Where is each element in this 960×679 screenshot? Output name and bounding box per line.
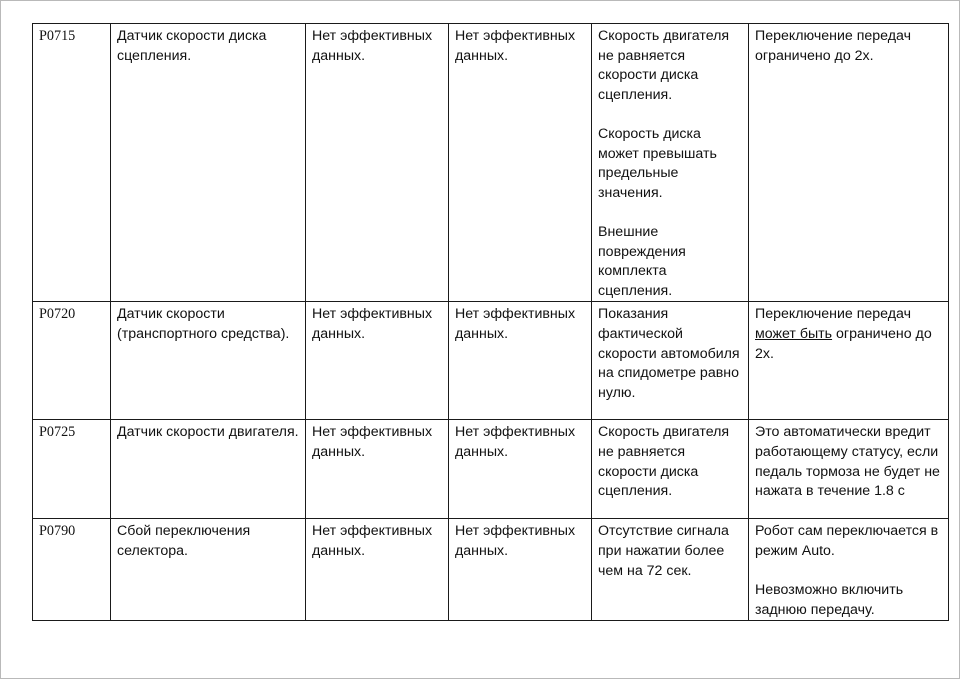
- effect-text: Переключение передач ограничено до 2х.: [755, 28, 912, 64]
- effect-text: Это автоматически вредит работающему статусу, если педаль тормоза не будет не нажата в течение 1.8 с: [755, 424, 940, 500]
- condition-paragraph: Отсутствие сигнала при нажатии более чем на 72 сек.: [598, 523, 729, 579]
- effect-cell: [749, 302, 949, 420]
- data-cell: Нет эффективных данных.: [306, 519, 449, 621]
- condition-cell: [592, 302, 749, 420]
- effect-text-tail: ограничено до 2х.: [755, 325, 932, 362]
- condition-paragraph: Внешние повреждения комплекта сцепления.: [598, 223, 686, 299]
- data-cell: Нет эффективных данных.: [449, 519, 592, 621]
- data-cell: Нет эффективных данных.: [449, 420, 592, 519]
- fault-code: P0715: [33, 24, 111, 302]
- condition-cell: [592, 24, 749, 302]
- effect-cell: [749, 24, 949, 302]
- fault-code: P0720: [33, 302, 111, 420]
- effect-cell: [749, 420, 949, 519]
- condition-cell: [592, 519, 749, 621]
- table-row: [33, 420, 949, 519]
- component-name: Датчик скорости двигателя.: [111, 420, 306, 519]
- fault-code: P0725: [33, 420, 111, 519]
- component-name: Датчик скорости диска сцепления.: [111, 24, 306, 302]
- component-name: Датчик скорости (транспортного средства).: [111, 302, 306, 420]
- data-cell: Нет эффективных данных.: [306, 420, 449, 519]
- effect-cell: [749, 519, 949, 621]
- component-name: Сбой переключения селектора.: [111, 519, 306, 621]
- data-cell: Нет эффективных данных.: [449, 24, 592, 302]
- table-row: [33, 519, 949, 621]
- condition-paragraph: Скорость двигателя не равняется скорости диска сцепления.: [598, 424, 730, 500]
- table-row: [33, 24, 949, 302]
- effect-text: Переключение передач: [755, 306, 912, 323]
- fault-code-table: [32, 23, 949, 621]
- data-cell: Нет эффективных данных.: [306, 302, 449, 420]
- effect-text: Робот сам переключается в режим Auto.: [755, 523, 939, 559]
- effect-extra-text: Невозможно включить заднюю передачу.: [755, 582, 904, 618]
- condition-paragraph: Скорость диска может превышать предельные значения.: [598, 125, 717, 201]
- condition-cell: [592, 420, 749, 519]
- effect-underlined-text: может быть: [755, 325, 833, 342]
- condition-paragraph: Скорость двигателя не равняется скорости диска сцепления.: [598, 28, 730, 103]
- table-row: [33, 302, 949, 420]
- data-cell: Нет эффективных данных.: [449, 302, 592, 420]
- condition-paragraph: Показания фактической скорости автомобиля на спидометре равно нулю.: [598, 306, 740, 401]
- fault-code: P0790: [33, 519, 111, 621]
- data-cell: Нет эффективных данных.: [306, 24, 449, 302]
